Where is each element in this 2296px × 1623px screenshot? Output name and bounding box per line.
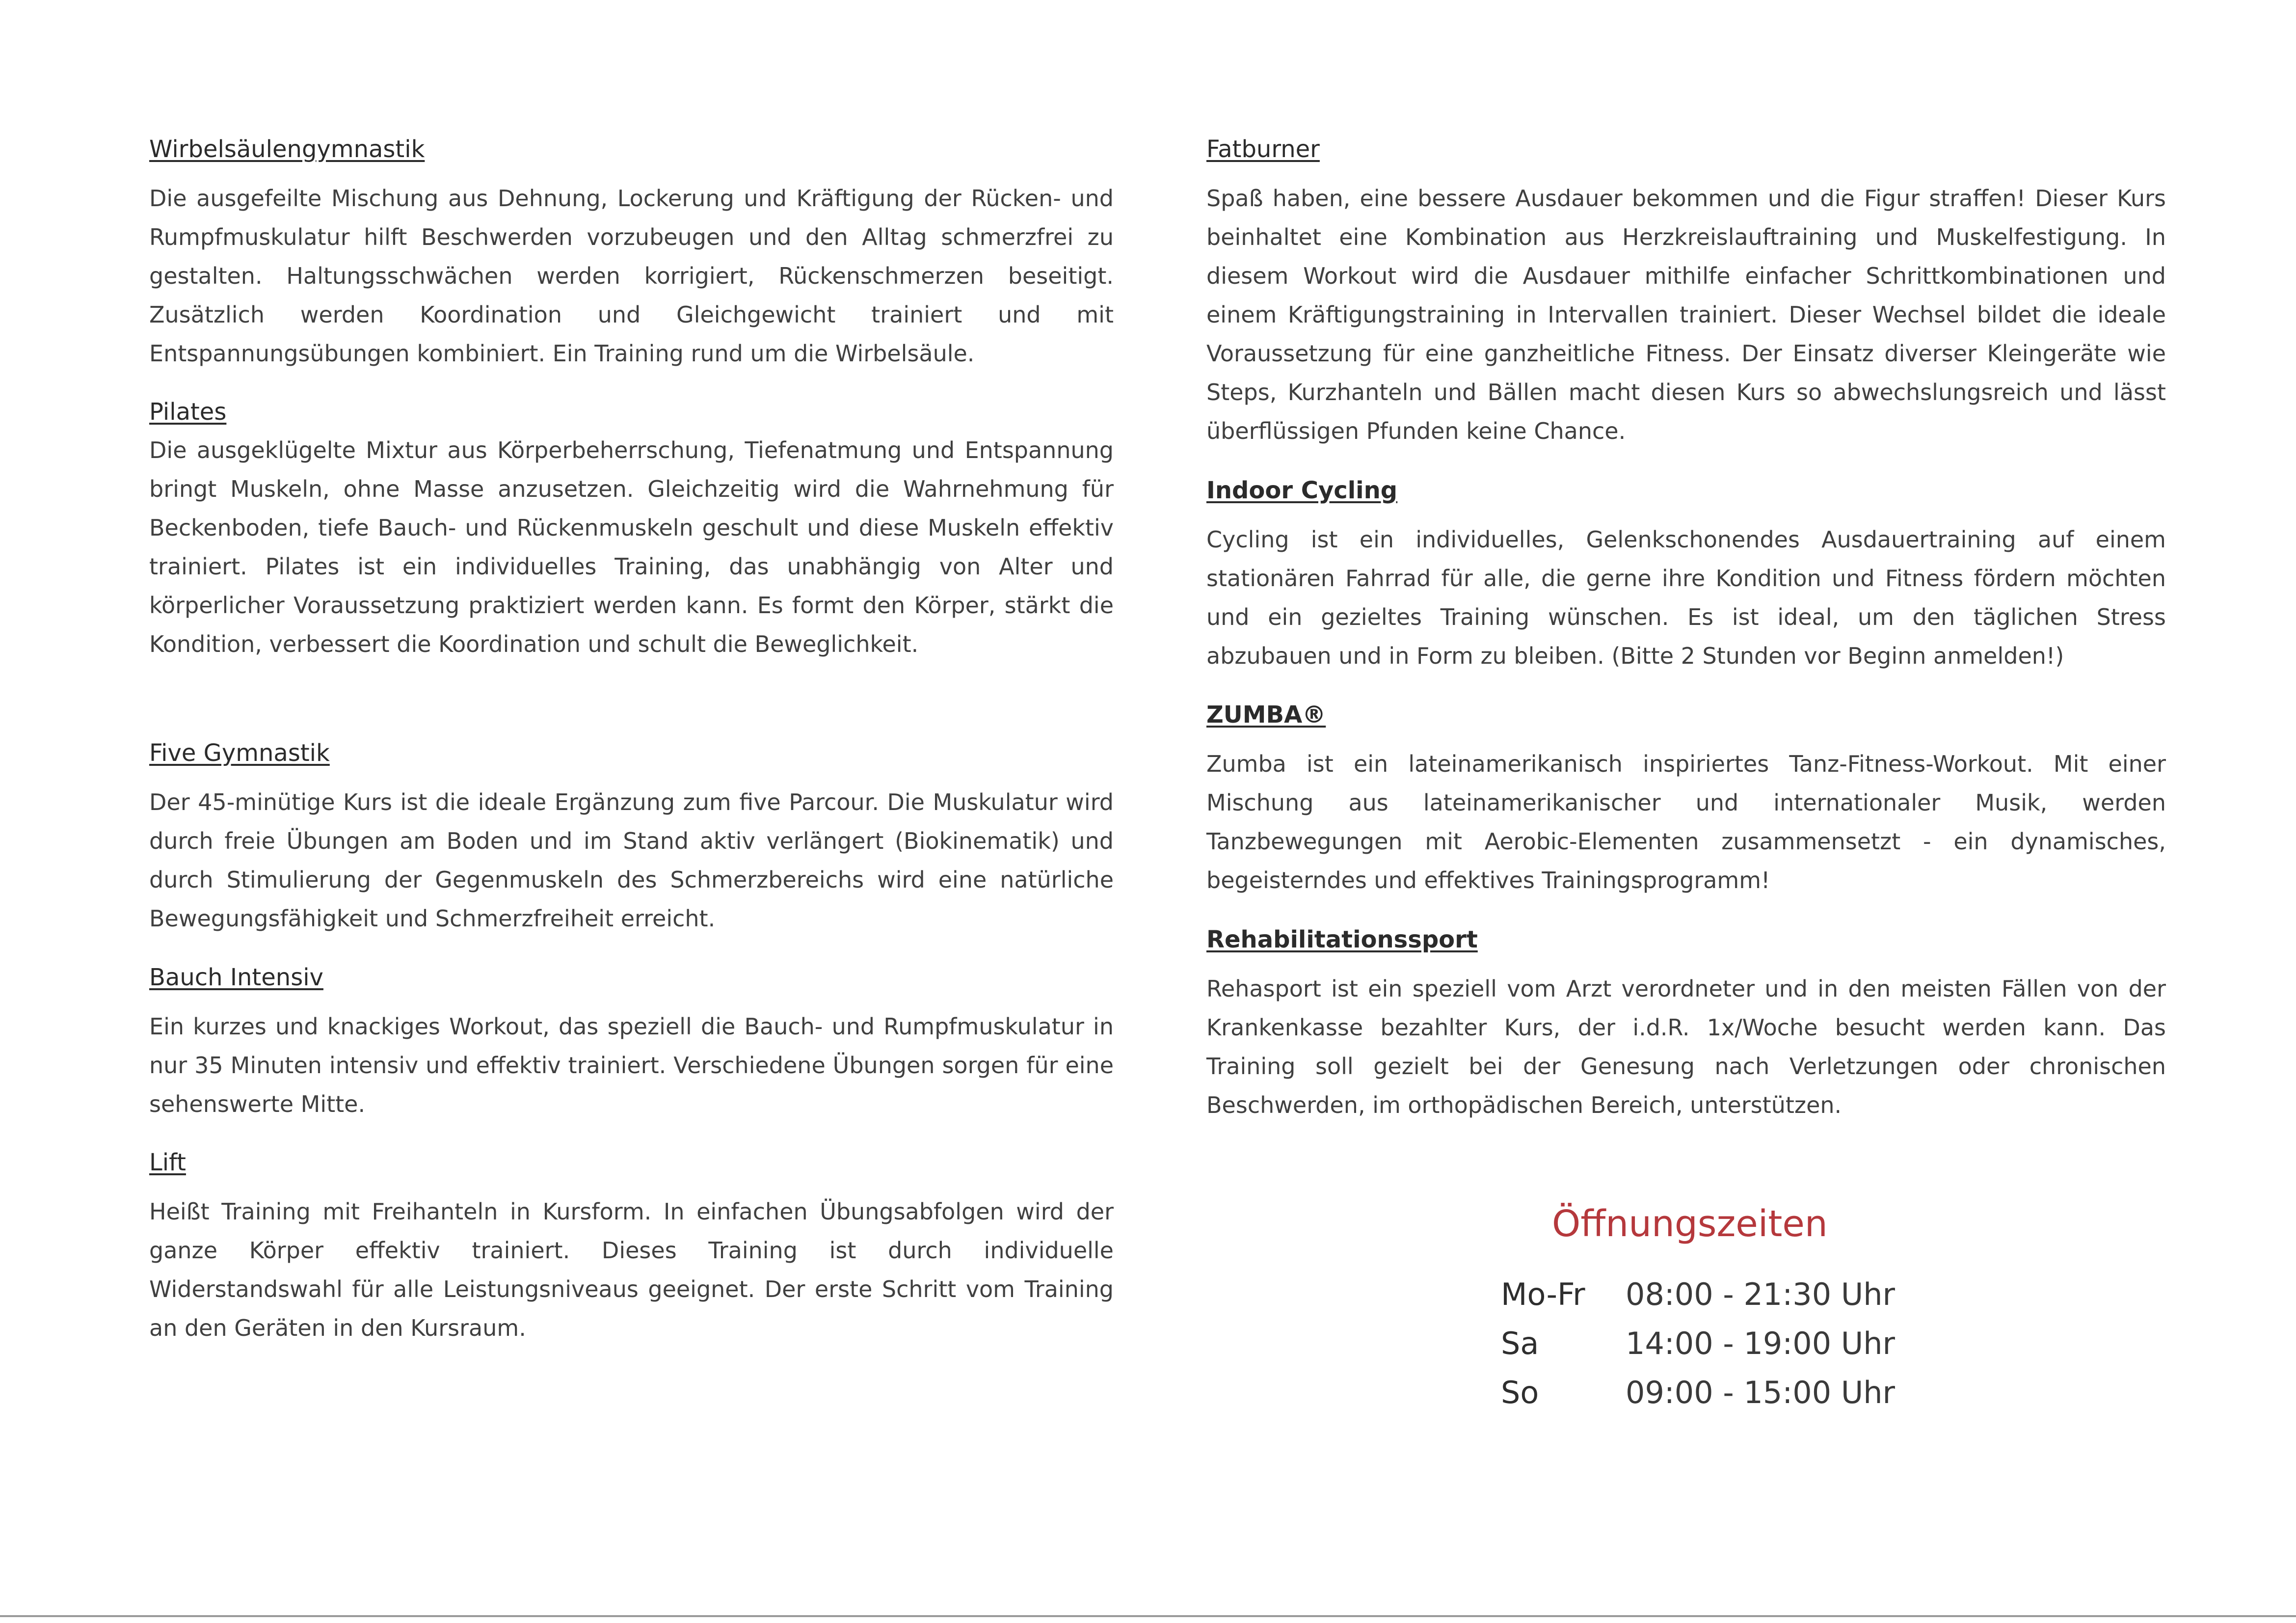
scan-bottom-edge (0, 1615, 2296, 1617)
course-section-fatburner (1206, 130, 2166, 451)
course-heading: Bauch Intensiv (149, 964, 323, 991)
course-heading: Indoor Cycling (1206, 477, 1398, 504)
course-heading: Lift (149, 1149, 186, 1176)
opening-hours-time: 08:00 - 21:30 Uhr (1626, 1276, 1896, 1312)
opening-hours-title: Öffnungszeiten (1552, 1203, 1828, 1245)
course-description: Ein kurzes und knackiges Workout, das speziell die Bauch- und Rumpfmuskulatur in nur 35 Minuten intensiv und effektiv trainiert. Verschiedene Übungen sorgen für eine sehenswerte Mitte. (149, 1013, 1114, 1117)
course-heading: Wirbelsäulengymnastik (149, 135, 425, 163)
course-description: Zumba ist ein lateinamerikanisch inspiriertes Tanz-Fitness-Workout. Mit einer Mischung aus lateinamerikanischer und internationaler Musik, werden Tanzbewegungen mit Aerobic-Elementen zusammensetzt - ein dynamisches, begeisterndes und effektives Trainingsprogramm! (1206, 751, 2166, 893)
course-heading: Five Gymnastik (149, 739, 330, 767)
opening-hours-time: 09:00 - 15:00 Uhr (1626, 1375, 1896, 1410)
course-section-five-gymnastik (149, 734, 1114, 938)
course-section-wirbelsaeulengymnastik (149, 130, 1114, 373)
course-description: Cycling ist ein individuelles, Gelenkschonendes Ausdauertraining auf einem stationären Fahrrad für alle, die gerne ihre Kondition und Fitness fördern möchten und ein gezieltes Training wünschen. Es ist ideal, um den täglichen Stress abzubauen und in Form zu bleiben. (Bitte 2 Stunden vor Beginn anmelden!) (1206, 526, 2166, 669)
course-section-lift (149, 1143, 1114, 1348)
course-description: Heißt Training mit Freihanteln in Kursform. In einfachen Übungsabfolgen wird der ganze Körper effektiv trainiert. Dieses Training ist durch individuelle Widerstandswahl für alle Leistungsniveaus geeignet. Der erste Schritt vom Training an den Geräten in den Kursraum. (149, 1198, 1114, 1341)
course-description: Rehasport ist ein speziell vom Arzt verordneter und in den meisten Fällen von der Krankenkasse bezahlter Kurs, der i.d.R. 1x/Woche besucht werden kann. Das Training soll gezielt bei der Genesung nach Verletzungen oder chronischen Beschwerden, im orthopädischen Bereich, unterstützen. (1206, 975, 2166, 1118)
course-description: Die ausgefeilte Mischung aus Dehnung, Lockerung und Kräftigung der Rücken- und Rumpfmuskulatur hilft Beschwerden vorzubeugen und den Alltag schmerzfrei zu gestalten. Haltungsschwächen werden korrigiert, Rückenschmerzen beseitigt. Zusätzlich werden Koordination und Gleichgewicht trainiert und mit Entspannungsübungen kombiniert. Ein Training rund um die Wirbelsäule. (149, 185, 1114, 367)
course-heading: Fatburner (1206, 135, 1320, 163)
course-section-indoor-cycling (1206, 471, 2166, 676)
course-section-zumba (1206, 696, 2166, 900)
course-heading: Rehabilitationssport (1206, 926, 1478, 953)
opening-hours-day: So (1501, 1375, 1539, 1410)
course-description: Spaß haben, eine bessere Ausdauer bekommen und die Figur straffen! Dieser Kurs beinhaltet eine Kombination aus Herzkreislauftraining und Muskelfestigung. In diesem Workout wird die Ausdauer mithilfe einfacher Schrittkombinationen und einem Kräftigungstraining in Intervallen trainiert. Dieser Wechsel bildet die ideale Voraussetzung für eine ganzheitliche Fitness. Der Einsatz diverser Kleingeräte wie Steps, Kurzhanteln und Bällen macht diesen Kurs so abwechslungsreich und lässt überflüssigen Pfunden keine Chance. (1206, 185, 2166, 444)
course-section-rehabilitationssport (1206, 920, 2166, 1125)
opening-hours-time: 14:00 - 19:00 Uhr (1626, 1325, 1896, 1361)
course-section-bauch-intensiv (149, 958, 1114, 1124)
course-heading: ZUMBA® (1206, 701, 1326, 729)
course-description: Die ausgeklügelte Mixtur aus Körperbeherrschung, Tiefenatmung und Entspannung bringt Muskeln, ohne Masse anzusetzen. Gleichzeitig wird die Wahrnehmung für Beckenboden, tiefe Bauch- und Rückenmuskeln geschult und diese Muskeln effektiv trainiert. Pilates ist ein individuelles Training, das unabhängig von Alter und körperlicher Voraussetzung praktiziert werden kann. Es formt den Körper, stärkt die Kondition, verbessert die Koordination und schult die Beweglichkeit. (149, 437, 1114, 657)
opening-hours-day: Sa (1501, 1325, 1539, 1361)
opening-hours-day: Mo-Fr (1501, 1276, 1585, 1312)
course-heading: Pilates (149, 398, 227, 426)
course-description: Der 45-minütige Kurs ist die ideale Ergänzung zum five Parcour. Die Muskulatur wird durch freie Übungen am Boden und im Stand aktiv verlängert (Biokinematik) und durch Stimulierung der Gegenmuskeln des Schmerzbereichs wird eine natürliche Bewegungsfähigkeit und Schmerzfreiheit erreicht. (149, 789, 1114, 932)
course-section-pilates (149, 393, 1114, 664)
